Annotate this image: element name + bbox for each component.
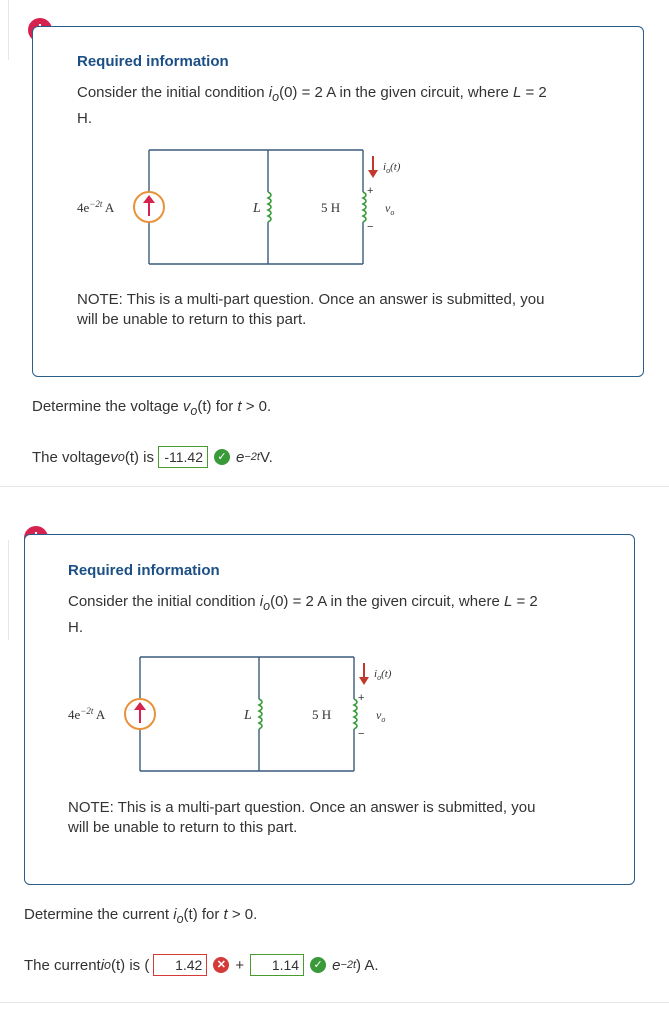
check-icon: ✓ xyxy=(214,449,230,465)
svg-text:vo: $v_o$ xyxy=(376,708,386,724)
current-arrow-icon xyxy=(368,170,378,178)
question-part-2 xyxy=(0,508,669,1008)
plus-sign: + xyxy=(367,185,374,197)
circuit-diagram-2 xyxy=(64,649,424,779)
minus-sign: − xyxy=(367,221,374,233)
section-divider xyxy=(0,486,669,487)
answer-line-1: The voltage v o (t) is -11.42 ✓ e −2t V. xyxy=(32,446,273,468)
inductor-5h-label: 5 H xyxy=(321,200,341,215)
question-text-2: Determine the current $i_o(t)$ for t > 0. xyxy=(24,906,258,926)
inductor-l-icon xyxy=(268,192,271,222)
svg-text:L: L xyxy=(244,708,252,723)
question-text-1: Determine the voltage $v_o(t)$ for t > 0. xyxy=(32,398,272,418)
inductor-5h-icon xyxy=(354,699,357,729)
answer-input-voltage[interactable]: -11.42 xyxy=(158,446,208,468)
svg-text:−: − xyxy=(358,728,365,740)
check-icon-2: ✓ xyxy=(310,957,326,973)
inductor-l-label: L xyxy=(253,201,261,216)
note-text-2: NOTE: This is a multi-part question. Once an answer is submitted, you will be unable to return to this part. xyxy=(68,799,536,836)
required-info-text-2: Consider the initial condition $i_o(0) = 2$ A in the given circuit, where L = 2 H. xyxy=(68,593,538,636)
required-info-text: Consider the initial condition $i_o(0) = 2$ A in the given circuit, where L = 2 H. xyxy=(77,84,547,127)
answer-input-current-2[interactable]: 1.14 xyxy=(250,954,304,976)
answer-input-current-1[interactable]: 1.42 xyxy=(153,954,207,976)
svg-text:5 H: 5 H xyxy=(312,707,332,722)
svg-text:+: + xyxy=(358,692,365,704)
required-info-box xyxy=(32,26,644,377)
current-arrow-icon xyxy=(359,677,369,685)
voltage-label: $v_o$ xyxy=(385,201,395,217)
wrong-icon: ✕ xyxy=(213,957,229,973)
note-text: NOTE: This is a multi-part question. Once an answer is submitted, you will be unable to return to this part. xyxy=(77,291,545,328)
question-part-1 xyxy=(0,0,669,486)
source-label: $4e^{-2t}$ A xyxy=(77,199,115,215)
svg-text:4e−2t A: $4e^{-2t}$ A xyxy=(68,706,106,722)
required-info-box-2 xyxy=(24,534,635,885)
section-divider-2 xyxy=(0,1002,669,1003)
required-info-title: Required information xyxy=(77,53,229,70)
required-info-title-2: Required information xyxy=(68,562,220,579)
inductor-l-icon xyxy=(259,699,262,729)
circuit-diagram xyxy=(73,142,433,272)
answer-line-2: The current i o (t) is ( 1.42 ✕ + 1.14 ✓ e −2t ) A. xyxy=(24,954,379,976)
svg-text:io(t): $i_o(t)$ xyxy=(374,668,392,682)
inductor-5h-icon xyxy=(363,192,366,222)
current-label: $i_o(t)$ xyxy=(383,161,401,175)
